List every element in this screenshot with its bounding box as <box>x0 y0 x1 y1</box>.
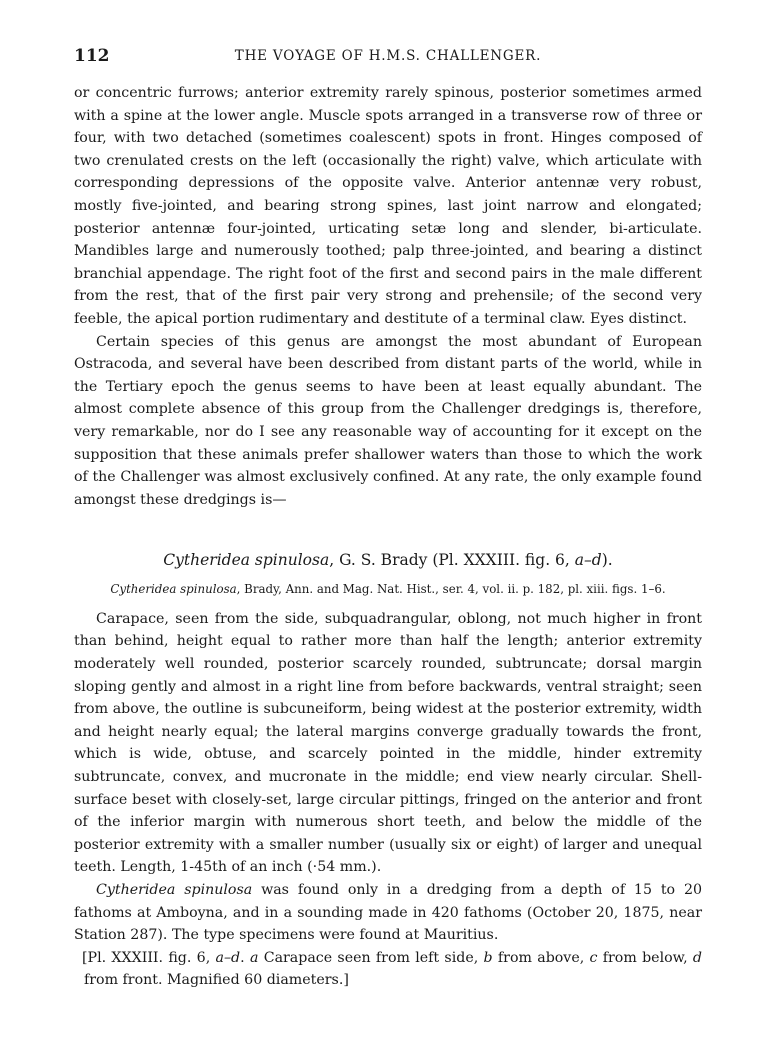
synonym-citation: , Brady, Ann. and Mag. Nat. Hist., ser. 4, vol. ii. p. 182, pl. xiii. figs. 1–6. <box>236 581 666 596</box>
genus-description-continued: or concentric furrows; anterior extremity rarely spinous, posterior sometimes armed with a spine at the lower angle. Muscle spots arranged in a transverse row of three or four, with two detached (sometimes coalescent) spots in front. Hinges composed of two crenulated crests on the left (occasionally the right) valve, which articulate with corresponding depressions of the opposite valve. Anterior antennæ very robust, mostly five-jointed, and bearing strong spines, last joint narrow and elongated; posterior antennæ four-jointed, urticating setæ long and slender, bi-articulate. Mandibles large and numerously toothed; palp three-jointed, and bearing a distinct branchial appendage. The right foot of the first and second pairs in the male different from the rest, that of the first pair very strong and prehensile; of the second very feeble, the apical portion rudimentary and destitute of a terminal claw. Eyes distinct. <box>74 85 702 327</box>
species-name: Cytheridea spinulosa <box>163 551 330 570</box>
plate-fig-a-text: Carapace seen from left side, <box>258 949 484 966</box>
plate-ref-sep: . <box>240 949 250 966</box>
plate-ref-open: [Pl. XXXIII. fig. 6, <box>82 949 216 966</box>
plate-fig-b-label: b <box>483 949 493 966</box>
species-description-paragraph: Carapace, seen from the side, subquadrangular, oblong, not much higher in front than behind, height equal to rather more than half the length; anterior extremity moderately well rounded, posterior scarcely rounded, subtruncate; dorsal margin sloping gently and almost in a right line from before backwards, ventral straight; seen from above, the outline is subcuneiform, being widest at the posterior extremity, width and height nearly equal; the lateral margins converge gradually towards the front, which is wide, obtuse, and scarcely pointed in the middle, hinder extremity subtruncate, convex, and mucronate in the middle; end view nearly circular. Shell-surface beset with closely-set, large circular pittings, fringed on the anterior and front of the inferior margin with numerous short teeth, and below the middle of the posterior extremity with a smaller number (usually six or eight) of larger and unequal teeth. Length, 1-45th of an inch (·54 mm.). <box>74 610 702 876</box>
species-heading <box>74 549 702 572</box>
plate-fig-a-label: a <box>249 949 259 966</box>
distribution-text: was found only in a dredging from a depth of 15 to 20 fathoms at Amboyna, and in a sounding made in 420 fathoms (October 20, 1875, near Station 287). The type specimens were found at Mauritius. <box>74 882 702 944</box>
species-authority: , G. S. Brady (Pl. XXXIII. fig. 6, <box>329 551 575 570</box>
synonymy-reference <box>74 580 702 598</box>
distribution-species-name: Cytheridea spinulosa <box>96 882 253 898</box>
species-distribution-paragraph <box>74 879 702 947</box>
species-heading-close: ). <box>601 551 613 570</box>
plate-fig-c-text: from below, <box>597 949 693 966</box>
running-header <box>74 46 702 72</box>
page-number: 112 <box>74 46 110 66</box>
page-body <box>74 82 702 992</box>
genus-remarks-paragraph: Certain species of this genus are amongst the most abundant of European Ostracoda, and several have been described from distant parts of the world, while in the Tertiary epoch the genus seems to have been at least equally abundant. The almost complete absence of this group from the Challenger dredgings is, therefore, very remarkable, nor do I see any reasonable way of accounting for it except on the supposition that these animals prefer shallower waters than those to which the work of the Challenger was almost exclusively confined. At any rate, the only example found amongst these dredgings is— <box>74 333 702 508</box>
running-title: THE VOYAGE OF H.M.S. CHALLENGER. <box>234 48 542 64</box>
plate-fig-b-text: from above, <box>492 949 590 966</box>
plate-reference <box>74 947 702 992</box>
synonym-name: Cytheridea spinulosa <box>110 581 237 596</box>
plate-fig-c-label: c <box>589 949 598 966</box>
plate-fig-d-text: from front. Magnified 60 diameters.] <box>84 972 349 989</box>
plate-fig-d-label: d <box>692 949 702 966</box>
species-fig-letters: a–d <box>574 551 602 570</box>
plate-ref-letters: a–d <box>215 949 241 966</box>
